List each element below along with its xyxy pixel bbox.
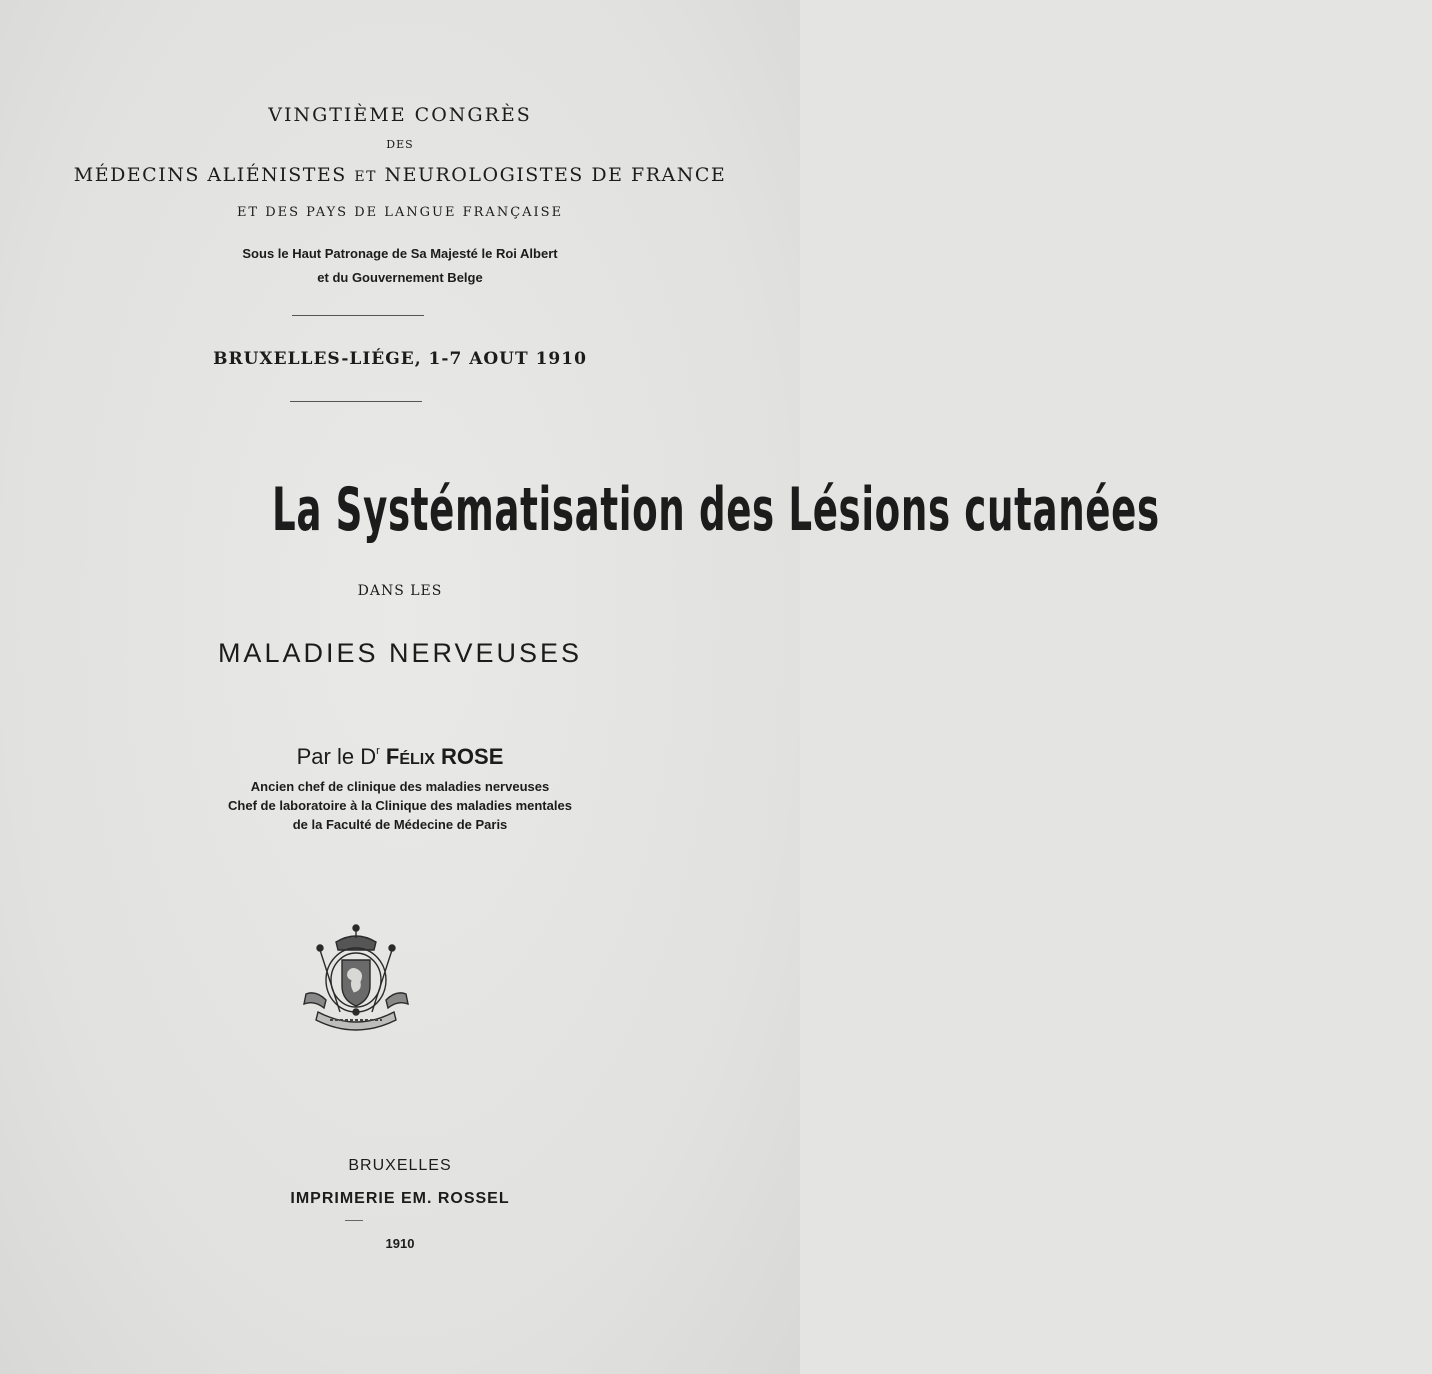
place-date: BRUXELLES-LIÉGE, 1-7 AOUT 1910 (213, 349, 587, 369)
author-first-rest: ÉLIX (399, 751, 435, 768)
imprint-year: 1910 (385, 1236, 415, 1251)
congress-name-part-a: MÉDECINS ALIÉNISTES (73, 164, 347, 186)
congress-des: DES (386, 138, 414, 151)
imprint-printer: IMPRIMERIE EM. ROSSEL (290, 1190, 510, 1207)
divider (292, 315, 424, 316)
patronage-line-2: et du Gouvernement Belge (317, 270, 483, 285)
author-line (0, 744, 800, 770)
congress-name-et: ET (354, 169, 377, 185)
main-title-text: La Systématisation des Lésions cutanées (272, 475, 1160, 545)
title-connector: DANS LES (357, 583, 443, 599)
divider (290, 401, 422, 402)
congress-name (0, 164, 800, 186)
credential-3: de la Faculté de Médecine de Paris (292, 817, 508, 832)
subtitle: MALADIES NERVEUSES (217, 638, 583, 668)
congress-title: VINGTIÈME CONGRÈS (268, 104, 532, 126)
author-prefix: Par le D (296, 744, 377, 769)
divider (345, 1220, 363, 1221)
main-title (0, 470, 1160, 550)
belgian-coat-of-arms-icon (296, 920, 416, 1036)
credential-2: Chef de laboratoire à la Clinique des maladies mentales (228, 798, 572, 813)
congress-name-part-b: NEUROLOGISTES DE FRANCE (384, 164, 727, 186)
author-prefix-sup: r (376, 745, 380, 757)
patronage-line-1: Sous le Haut Patronage de Sa Majesté le Roi Albert (242, 246, 558, 261)
congress-subtitle: ET DES PAYS DE LANGUE FRANÇAISE (236, 205, 564, 220)
author-last-name: ROSE (441, 744, 504, 769)
credential-1: Ancien chef de clinique des maladies nerveuses (250, 779, 550, 794)
author-first-initial: F (385, 744, 400, 769)
imprint-city: BRUXELLES (348, 1157, 452, 1174)
